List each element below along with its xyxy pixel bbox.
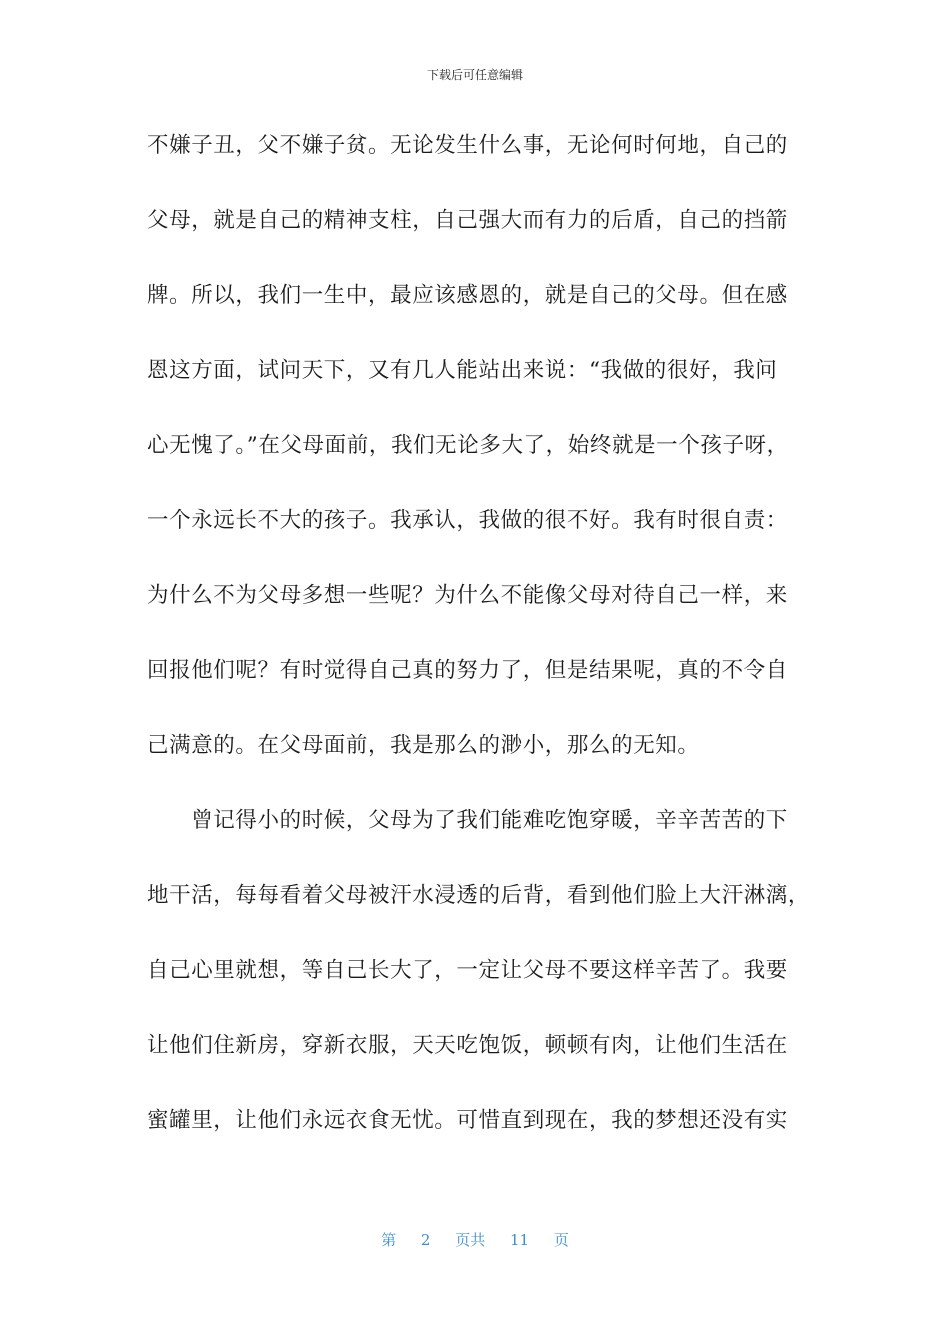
paragraph-line: 为什么不为父母多想一些呢？为什么不能像父母对待自己一样，来 (147, 583, 788, 608)
paragraph-line: 回报他们呢？有时觉得自己真的努力了，但是结果呢，真的不令自 (147, 658, 788, 683)
paragraph-line: 不嫌子丑，父不嫌子贫。无论发生什么事，无论何时何地，自己的 (147, 133, 788, 158)
total-pages-number: 11 (510, 1231, 530, 1249)
page-header: 下载后可任意编辑 (426, 68, 523, 82)
paragraph-line: 父母，就是自己的精神支柱，自己强大而有力的后盾，自己的挡箭 (147, 208, 788, 233)
paragraph-line: 让他们住新房，穿新衣服，天天吃饱饭，顿顿有肉，让他们生活在 (147, 1033, 788, 1058)
paragraph-line: 蜜罐里，让他们永远衣食无忧。可惜直到现在，我的梦想还没有实 (147, 1108, 788, 1133)
paragraph-line: 曾记得小的时候，父母为了我们能难吃饱穿暖，辛辛苦苦的下 (147, 808, 788, 833)
paragraph-line: 地干活，每每看着父母被汗水浸透的后背，看到他们脸上大汗淋漓， (147, 883, 811, 908)
page-footer (0, 1229, 950, 1250)
paragraph-line: 自己心里就想，等自己长大了，一定让父母不要这样辛苦了。我要 (147, 958, 788, 983)
current-page-number: 2 (420, 1231, 431, 1249)
paragraph-line: 牌。所以，我们一生中，最应该感恩的，就是自己的父母。但在感 (147, 283, 788, 308)
page-word: 第 (381, 1231, 397, 1249)
paragraph-line: 心无愧了。”在父母面前，我们无论多大了，始终就是一个孩子呀， (147, 433, 789, 458)
paragraph-line: 恩这方面，试问天下，又有几人能站出来说：“我做的很好，我问 (147, 358, 778, 383)
page-total-word: 页共 (455, 1231, 486, 1249)
paragraph-line: 己满意的。在父母面前，我是那么的渺小，那么的无知。 (147, 733, 700, 758)
paragraph-line: 一个永远长不大的孩子。我承认，我做的很不好。我有时很自责： (147, 508, 788, 533)
page-end-word: 页 (553, 1231, 569, 1249)
